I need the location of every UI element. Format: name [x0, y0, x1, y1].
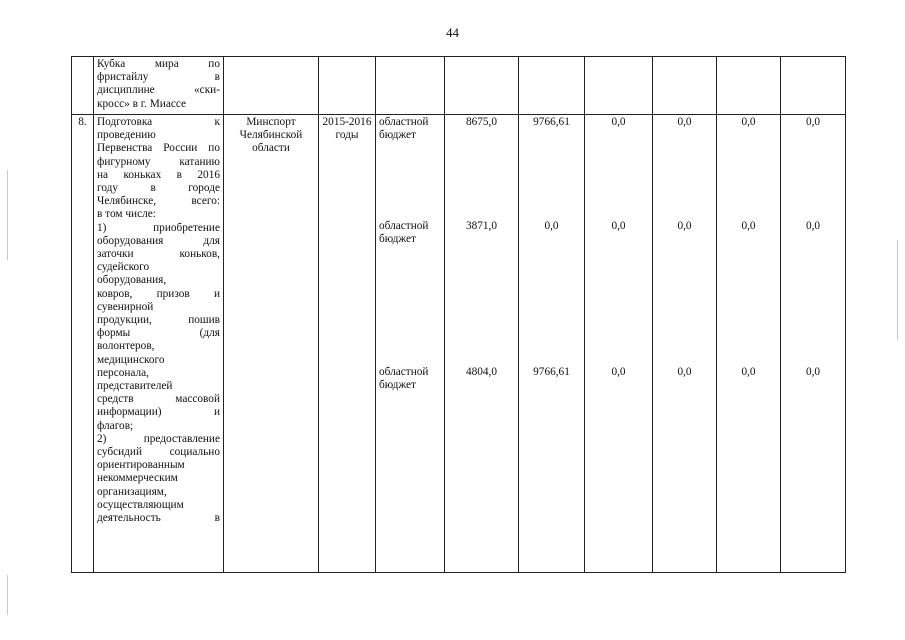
- description-line: кросс» в г. Миассе: [97, 97, 187, 110]
- value: 3871,0: [465, 220, 498, 232]
- cell-value: [653, 57, 717, 115]
- description-line: оборудования,: [97, 274, 167, 287]
- scan-edge-right: [897, 240, 898, 340]
- cell-values-col1: [445, 115, 519, 573]
- description-line: в том числе:: [97, 208, 156, 221]
- cell-value: [717, 57, 781, 115]
- description-line: средств массовой: [97, 393, 220, 406]
- table-row-continued: [72, 57, 846, 115]
- description-line: Подготовка к: [97, 116, 220, 128]
- cell-executor: [224, 57, 319, 115]
- cell-description: [94, 57, 224, 115]
- cell-period: [319, 57, 376, 115]
- cell-period: 2015-2016 годы: [319, 115, 376, 573]
- value: 0,0: [741, 366, 756, 378]
- description-line: формы (для: [97, 327, 220, 340]
- cell-values-col2: [519, 115, 585, 573]
- description-line: проведению: [97, 129, 156, 142]
- description-line: ориентированным: [97, 459, 185, 472]
- value: 0,0: [611, 366, 626, 378]
- description-line: субсидий социально: [97, 446, 220, 459]
- value: 0,0: [544, 220, 559, 232]
- description-line: 2) предоставление: [97, 432, 220, 445]
- page-number: 44: [446, 25, 459, 40]
- cell-index: 8.: [72, 115, 94, 573]
- cell-value: [585, 57, 653, 115]
- description-line: осуществляющим: [97, 498, 184, 511]
- description-line: ковров, призов и: [97, 287, 220, 300]
- value: 4804,0: [465, 366, 498, 378]
- cell-value: [445, 57, 519, 115]
- value: 0,0: [677, 220, 692, 232]
- description-line: году в городе: [97, 182, 220, 195]
- value: 0,0: [677, 116, 692, 128]
- description-line: продукции, пошив: [97, 314, 220, 327]
- value: 0,0: [805, 220, 821, 232]
- cell-source: [376, 115, 445, 573]
- value: 9766,61: [533, 366, 570, 378]
- description-line: 1) приобретение: [97, 221, 220, 234]
- cell-value: [519, 57, 585, 115]
- description-line: Челябинске, всего:: [97, 195, 220, 208]
- cell-description: [94, 115, 224, 573]
- cell-source: [376, 57, 445, 115]
- description-line: фигурному катанию: [97, 155, 220, 168]
- description-line: деятельность в: [97, 512, 220, 525]
- cell-values-col6: [781, 115, 846, 573]
- scan-edge-left: [7, 170, 8, 260]
- description-line: информации) и: [97, 406, 220, 419]
- cell-values-col4: [653, 115, 717, 573]
- description-line: некоммерческим: [97, 472, 178, 485]
- description-line: организациям,: [97, 485, 167, 498]
- cell-executor: Минспорт Челябинской области: [224, 115, 319, 573]
- value: 0,0: [611, 220, 626, 232]
- value: 0,0: [611, 116, 626, 128]
- value: 0,0: [677, 366, 692, 378]
- description-line: сувенирной: [97, 300, 154, 313]
- description-line: Первенства России по: [97, 142, 220, 155]
- description-line: персонала,: [97, 366, 150, 379]
- cell-values-col3: [585, 115, 653, 573]
- table-row-8: [72, 115, 846, 573]
- budget-table: [71, 56, 846, 573]
- value: 0,0: [741, 220, 756, 232]
- scan-edge-left-lower: [7, 575, 8, 615]
- description-line: судейского: [97, 261, 150, 274]
- description-line: медицинского: [97, 353, 165, 366]
- funding-source: областной бюджет: [379, 366, 429, 392]
- cell-values-col5: [717, 115, 781, 573]
- cell-index: [72, 57, 94, 115]
- value: 9766,61: [533, 116, 570, 128]
- funding-source: областной бюджет: [379, 116, 429, 142]
- value: 8675,0: [465, 116, 498, 128]
- description-line: оборудования для: [97, 234, 220, 247]
- description-line: фристайлу в: [97, 71, 220, 84]
- value: 0,0: [741, 116, 756, 128]
- description-line: на коньках в 2016: [97, 168, 220, 181]
- description-line: представителей: [97, 380, 173, 393]
- value: 0,0: [805, 366, 821, 378]
- description-line: флагов;: [97, 419, 134, 432]
- description-line: волонтеров,: [97, 340, 155, 353]
- description-line: заточки коньков,: [97, 248, 220, 261]
- funding-source: областной бюджет: [379, 220, 429, 246]
- cell-value: [781, 57, 846, 115]
- description-line: Кубка мира по: [97, 58, 220, 70]
- value: 0,0: [805, 116, 821, 128]
- description-line: дисциплине «ски-: [97, 84, 220, 97]
